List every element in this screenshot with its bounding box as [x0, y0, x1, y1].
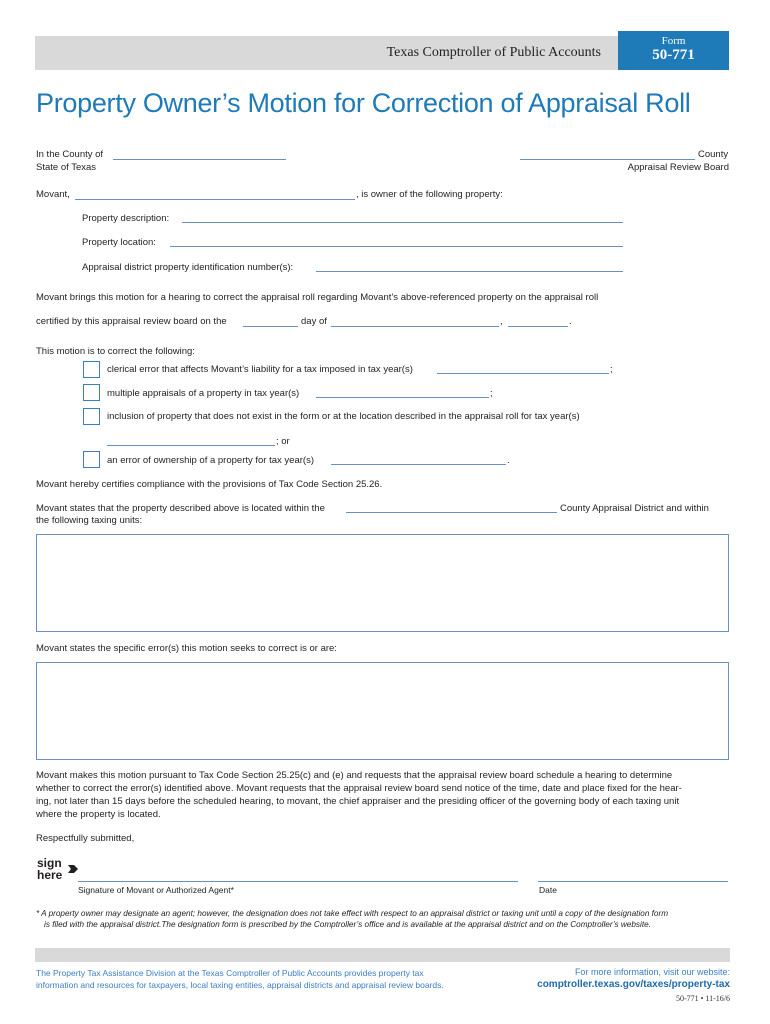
pursuant-line-3: ing, not later than 15 days before the scheduled hearing, to movant, the chief appraiser and the presiding officer of the governing body of each taxing unit: [36, 796, 680, 807]
certified-month-field[interactable]: [331, 326, 499, 327]
footer-line-2: information and resources for taxpayers, local taxing entities, appraisal districts and appraisal review boards.: [36, 980, 444, 990]
header-bar: [35, 36, 618, 70]
errors-textarea[interactable]: [36, 662, 729, 760]
footnote-line-1: * A property owner may designate an agent; however, the designation does not take effect with respect to an appraisal district or taxing unit until a copy of the designation form: [36, 909, 669, 918]
semicolon-1: ;: [610, 364, 613, 375]
nonexistent-property-years-field[interactable]: [107, 445, 275, 446]
property-description-field[interactable]: [182, 222, 623, 223]
county-label: County: [698, 149, 729, 160]
pursuant-line-2: whether to correct the error(s) identified above. Movant requests that the appraisal review board send notice of the time, date and place fixed for the hear-: [36, 783, 682, 794]
website-link[interactable]: comptroller.texas.gov/taxes/property-tax: [537, 979, 730, 990]
pursuant-paragraph: [36, 769, 736, 821]
day-of-label: day of: [301, 316, 327, 327]
owner-text: , is owner of the following property:: [356, 189, 503, 200]
county-field[interactable]: [113, 159, 286, 160]
review-board-label: Appraisal Review Board: [627, 162, 729, 173]
footer-more-info: For more information, visit our website:: [574, 967, 730, 977]
signature-field[interactable]: [78, 881, 518, 882]
property-location-field[interactable]: [170, 246, 623, 247]
compliance-text: Movant hereby certifies compliance with the provisions of Tax Code Section 25.26.: [36, 479, 383, 490]
motion-text-line1: Movant brings this motion for a hearing to correct the appraisal roll regarding Movant’s above-referenced property on the appraisal roll: [36, 292, 599, 303]
property-id-field[interactable]: [316, 271, 623, 272]
ownership-error-checkbox[interactable]: [83, 451, 100, 468]
footer-bar: [35, 948, 730, 962]
date-label: Date: [539, 885, 557, 895]
clerical-error-label: clerical error that affects Movant’s liability for a tax imposed in tax year(s): [107, 364, 413, 375]
ownership-error-years-field[interactable]: [331, 464, 506, 465]
form-number-box: [618, 31, 729, 70]
property-description-label: Property description:: [82, 213, 170, 224]
footer-website: [537, 967, 730, 990]
located-text-1: Movant states that the property described above is located within the: [36, 503, 325, 514]
semicolon-2: ;: [490, 388, 493, 399]
footer-line-1: The Property Tax Assistance Division at the Texas Comptroller of Public Accounts provides property tax: [36, 968, 424, 978]
footnote-line-2: is filed with the appraisal district.The designation form is prescribed by the Comptroller’s office and is available at the appraisal district and on the Comptroller’s website.: [44, 920, 651, 929]
agency-name: Texas Comptroller of Public Accounts: [386, 45, 601, 60]
errors-label: Movant states the specific error(s) this motion seeks to correct is or are:: [36, 643, 337, 654]
ownership-error-label: an error of ownership of a property for tax year(s): [107, 455, 314, 466]
nonexistent-property-checkbox[interactable]: [83, 408, 100, 425]
located-text-2: County Appraisal District and within: [560, 503, 709, 514]
footer-description: [36, 967, 486, 991]
sign-word: sign: [37, 856, 62, 870]
date-field[interactable]: [538, 881, 728, 882]
certified-label: certified by this appraisal review board on the: [36, 316, 227, 327]
clerical-error-years-field[interactable]: [437, 373, 609, 374]
property-id-label: Appraisal district property identification number(s):: [82, 262, 294, 273]
sign-here-marker: [37, 857, 62, 881]
review-board-county-field[interactable]: [520, 159, 695, 160]
sign-arrow-icon: [68, 864, 78, 874]
footnote: [36, 908, 736, 930]
movant-name-field[interactable]: [75, 199, 355, 200]
period: .: [569, 316, 572, 327]
form-label: Form: [661, 35, 686, 47]
taxing-units-textarea[interactable]: [36, 534, 729, 632]
pursuant-line-1: Movant makes this motion pursuant to Tax Code Section 25.25(c) and (e) and requests that the appraisal review board schedule a hearing to determine: [36, 770, 673, 781]
form-code: 50-771 • 11-16/6: [675, 994, 730, 1003]
located-text-3: the following taxing units:: [36, 515, 143, 526]
correct-following-label: This motion is to correct the following:: [36, 346, 195, 357]
respectfully-text: Respectfully submitted,: [36, 833, 135, 844]
page-title: Property Owner’s Motion for Correction of Appraisal Roll: [36, 88, 691, 118]
pursuant-line-4: where the property is located.: [36, 809, 161, 820]
nonexistent-property-label: inclusion of property that does not exist in the form or at the location described in the appraisal roll for tax year(s): [107, 411, 580, 422]
appraisal-district-field[interactable]: [346, 512, 557, 513]
signature-label: Signature of Movant or Authorized Agent*: [78, 885, 234, 895]
form-number: 50-771: [652, 47, 695, 63]
certified-year-field[interactable]: [508, 326, 568, 327]
clerical-error-checkbox[interactable]: [83, 361, 100, 378]
here-word: here: [37, 868, 63, 882]
multiple-appraisals-label: multiple appraisals of a property in tax year(s): [107, 388, 300, 399]
or-label: ; or: [276, 436, 290, 447]
multiple-appraisals-years-field[interactable]: [316, 397, 489, 398]
multiple-appraisals-checkbox[interactable]: [83, 384, 100, 401]
movant-label: Movant,: [36, 189, 70, 200]
property-location-label: Property location:: [82, 237, 156, 248]
in-county-label: In the County of: [36, 149, 104, 160]
state-label: State of Texas: [36, 162, 97, 173]
certified-date-field[interactable]: [243, 326, 298, 327]
period-2: .: [507, 455, 510, 466]
comma: ,: [500, 316, 503, 327]
